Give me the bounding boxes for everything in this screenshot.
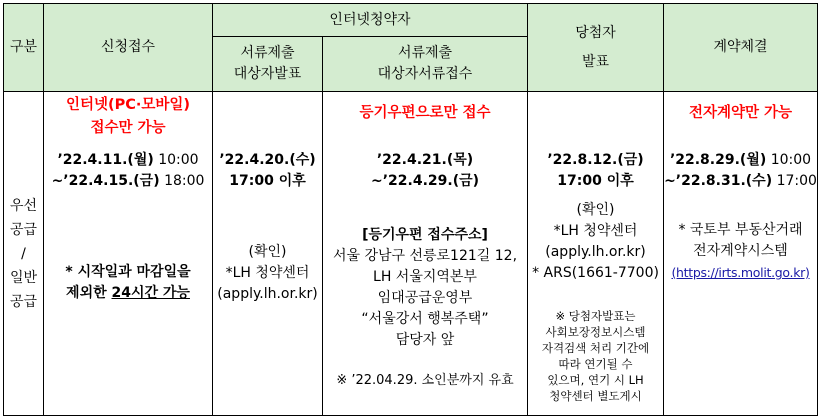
contract-start: ’22.8.29.(월) 10:00 (669, 152, 812, 168)
docs-announce-date: ’22.4.20.(수) (219, 152, 316, 168)
application-notice: 인터넷(PC·모바일) (65, 97, 191, 113)
docs-receive-notice: 등기우편으로만 접수 (359, 105, 491, 121)
docs-announce-cell: ’22.4.20.(수) 17:00 이후 (확인) *LH 청약센터 (apply.lh.or.kr) (213, 92, 323, 416)
header-category: 구분 (4, 4, 44, 92)
docs-announce-url: (apply.lh.or.kr) (217, 286, 318, 302)
header-internet-applicants: 인터넷청약자 (213, 4, 528, 37)
header-contract: 계약체결 (664, 4, 818, 92)
header-docs-announce: 서류제출 대상자발표 (213, 37, 323, 92)
application-end: ~’22.4.15.(금) 18:00 (51, 173, 205, 189)
schedule-table (3, 3, 818, 416)
winners-date: ’22.8.12.(금) (547, 152, 644, 168)
contract-cell: 전자계약만 가능 ’22.8.29.(월) 10:00 ~’22.8.31.(수) 17:00 * 국토부 부동산거래 전자계약시스템 (https://irts.molit.go.kr) (664, 92, 818, 416)
winners-cell: ’22.8.12.(금) 17:00 이후 (확인) *LH 청약센터 (apply.lh.or.kr) * ARS(1661-7700) ※ 당첨자발표는 사회보장정보시스템 자격검색 처리 기간에 따라 연기될 수 있으며, 연기 시 LH 청약센터 별도게시 (528, 92, 664, 416)
winners-url: (apply.lh.or.kr) (545, 244, 646, 260)
contract-system-link[interactable]: (https://irts.molit.go.kr) (671, 265, 810, 280)
docs-receive-cell: 등기우편으로만 접수 ’22.4.21.(목) ~’22.4.29.(금) [등기우편 접수주소] 서울 강남구 선릉로121길 12, LH 서울지역본부 임대공급운영부 “서울강서 행복주택” 담당자 앞 ※ ’22.04.29. 소인분까지 유효 (323, 92, 528, 416)
application-cell: 인터넷(PC·모바일) 접수만 가능 ’22.4.11.(월) 10:00 ~’22.4.15.(금) 18:00 * 시작일과 마감일을 제외한 24시간 가능 (44, 92, 213, 416)
contract-notice: 전자계약만 가능 (688, 105, 793, 121)
header-docs-receive: 서류제출 대상자서류접수 (323, 37, 528, 92)
application-start: ’22.4.11.(월) 10:00 (57, 152, 199, 168)
header-application: 신청접수 (44, 4, 213, 92)
postmark-note: ※ ’22.04.29. 소인분까지 유효 (336, 373, 514, 388)
mail-address: [등기우편 접수주소] 서울 강남구 선릉로121길 12, LH 서울지역본부 임대공급운영부 “서울강서 행복주택” 담당자 앞 (332, 227, 518, 348)
winners-time: 17:00 이후 (557, 173, 634, 189)
header-winners: 당첨자 발표 (528, 4, 664, 92)
docs-announce-time: 17:00 이후 (229, 173, 306, 189)
winners-ars: * ARS(1661-7700) (532, 265, 659, 281)
contract-end: ~’22.8.31.(수) 17:00 (664, 173, 817, 189)
winners-footnote: ※ 당첨자발표는 사회보장정보시스템 자격검색 처리 기간에 따라 연기될 수 있으며, 연기 시 LH 청약센터 별도게시 (541, 309, 650, 403)
application-note: * 시작일과 마감일을 제외한 24시간 가능 (65, 264, 191, 301)
category-cell: 우선 공급 / 일반 공급 (4, 92, 44, 416)
